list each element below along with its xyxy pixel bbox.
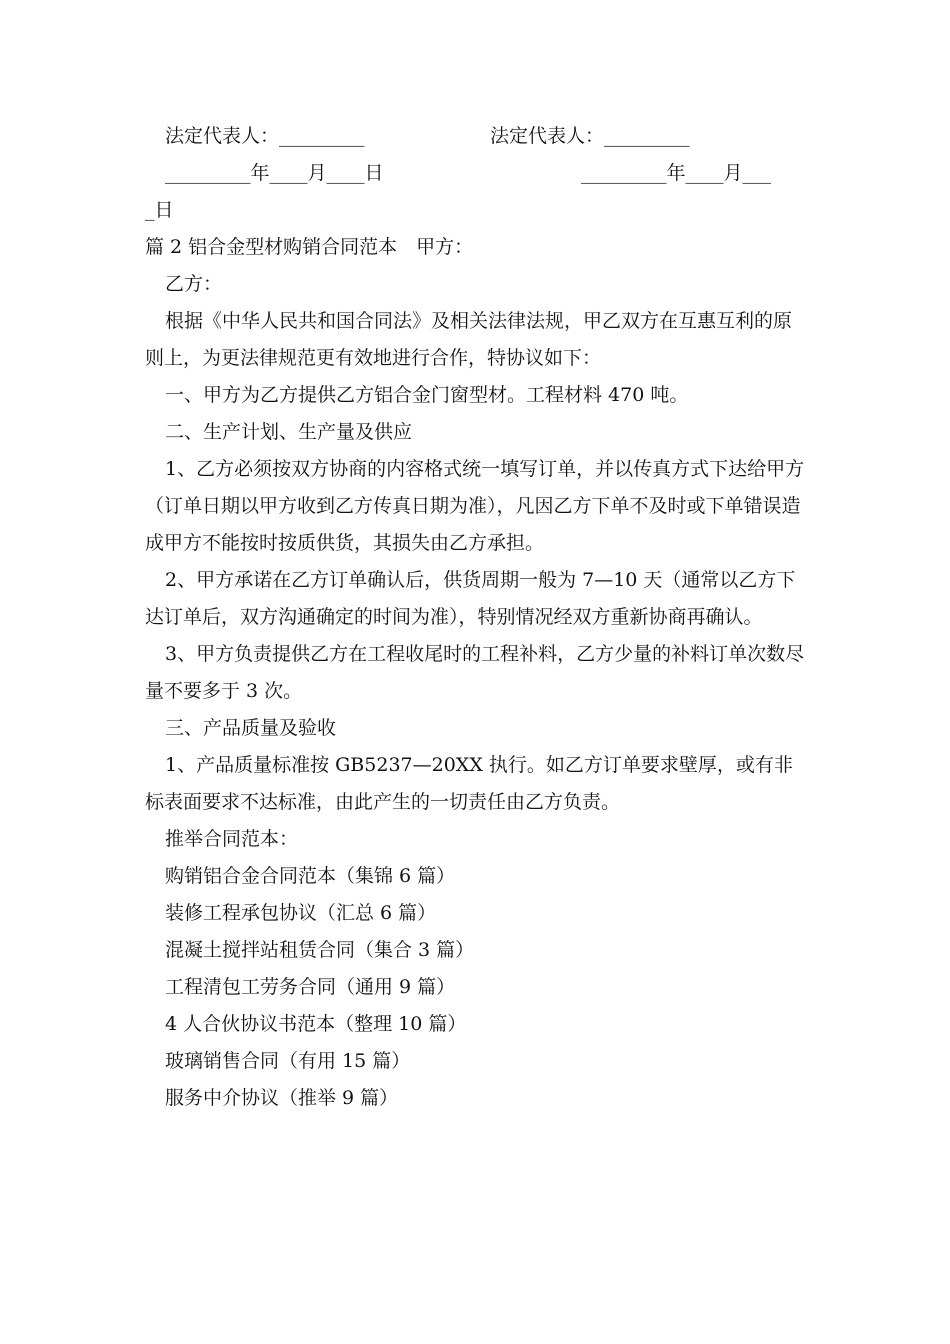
clause-3-1: 1、产品质量标准按 GB5237—20XX 执行。如乙方订单要求壁厚，或有非标表面要求不达标准，由此产生的一切责任由乙方负责。 xyxy=(145,754,793,813)
right-legal-rep: 法定代表人：_________ xyxy=(490,125,690,147)
right-date: _________年____月___ xyxy=(581,162,772,184)
recommend-link[interactable]: 装修工程承包协议（汇总 6 篇） xyxy=(165,902,437,924)
recommend-link[interactable]: 4 人合伙协议书范本（整理 10 篇） xyxy=(165,1013,467,1035)
contract-heading: 篇 2 铝合金型材购销合同范本 甲方： xyxy=(145,236,474,258)
recommend-link[interactable]: 混凝土搅拌站租赁合同（集合 3 篇） xyxy=(165,939,475,961)
left-date: _________年____月____日 xyxy=(165,162,384,184)
recommend-link[interactable]: 玻璃销售合同（有用 15 篇） xyxy=(165,1050,411,1072)
signature-row xyxy=(145,118,810,155)
clause-1: 一、甲方为乙方提供乙方铝合金门窗型材。工程材料 470 吨。 xyxy=(165,384,689,406)
clause-2-3: 3、甲方负责提供乙方在工程收尾时的工程补料，乙方少量的补料订单次数尽量不要多于 3 次。 xyxy=(145,643,805,702)
recommend-link[interactable]: 购销铝合金合同范本（集锦 6 篇） xyxy=(165,865,456,887)
recommend-link[interactable]: 服务中介协议（推举 9 篇） xyxy=(165,1087,399,1109)
recommend-title: 推举合同范本： xyxy=(165,828,299,850)
clause-2-1: 1、乙方必须按双方协商的内容格式统一填写订单，并以传真方式下达给甲方（订单日期以甲方收到乙方传真日期为准），凡因乙方下单不及时或下单错误造成甲方不能按时按质供货，其损失由乙方承担。 xyxy=(145,458,805,554)
clause-3-title: 三、产品质量及验收 xyxy=(165,717,337,739)
recommend-link[interactable]: 工程清包工劳务合同（通用 9 篇） xyxy=(165,976,456,998)
left-legal-rep: 法定代表人：_________ xyxy=(165,125,365,147)
party-b: 乙方： xyxy=(165,273,223,295)
right-date-continuation: _日 xyxy=(145,199,174,221)
clause-2-2: 2、甲方承诺在乙方订单确认后，供货周期一般为 7—10 天（通常以乙方下达订单后，双方沟通确定的时间为准），特别情况经双方重新协商再确认。 xyxy=(145,569,796,628)
preamble-paragraph: 根据《中华人民共和国合同法》及相关法律法规，甲乙双方在互惠互利的原则上，为更法律规范更有效地进行合作，特协议如下： xyxy=(145,310,793,369)
document-page xyxy=(145,118,810,1117)
date-row xyxy=(145,155,810,192)
clause-2-title: 二、生产计划、生产量及供应 xyxy=(165,421,413,443)
